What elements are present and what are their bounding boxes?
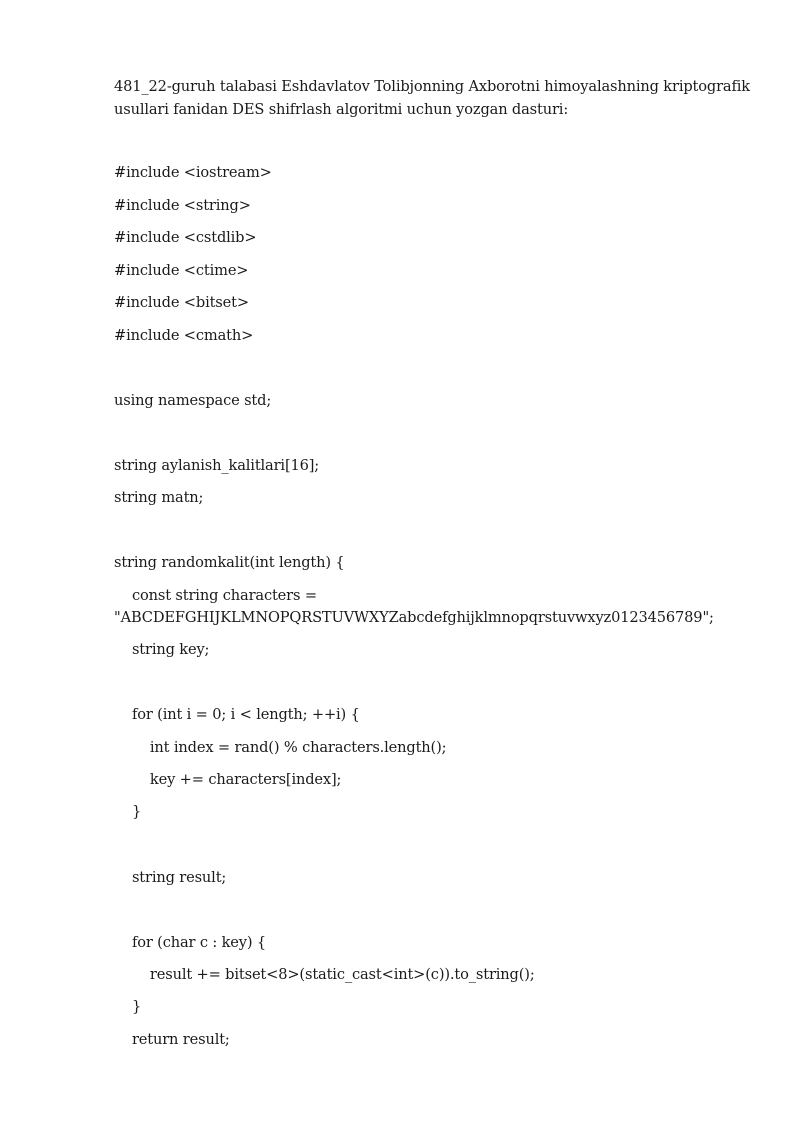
code-line-round-keys-decl: string aylanish_kalitlari[16];: [114, 457, 320, 474]
code-line-index-decl: int index = rand() % characters.length();: [114, 739, 447, 756]
code-line-include-bitset: #include <bitset>: [114, 294, 249, 311]
code-line-for-each-close: }: [114, 998, 142, 1015]
document-intro: 481_22-guruh talabasi Eshdavlatov Tolibjonning Axborotni himoyalashning kriptografik usullari fanidan DES shifrlash algoritmi uchun yozgan dasturi:: [114, 78, 750, 118]
code-line-return: return result;: [114, 1031, 230, 1048]
code-line-result-append: result += bitset<8>(static_cast<int>(c)).to_string();: [114, 966, 535, 983]
code-line-include-string: #include <string>: [114, 197, 251, 214]
code-line-include-iostream: #include <iostream>: [114, 164, 272, 181]
code-line-function-signature: string randomkalit(int length) {: [114, 554, 345, 571]
code-line-for-close: }: [114, 803, 142, 820]
code-line-characters-const: const string characters = "ABCDEFGHIJKLMNOPQRSTUVWXYZabcdefghijklmnopqrstuvwxyz0123456789";: [114, 587, 714, 626]
code-line-text-decl: string matn;: [114, 489, 204, 506]
code-line-include-cmath: #include <cmath>: [114, 327, 254, 344]
code-line-key-decl: string key;: [114, 641, 210, 658]
code-line-for-each: for (char c : key) {: [114, 934, 267, 951]
code-line-include-ctime: #include <ctime>: [114, 262, 249, 279]
code-line-using-namespace: using namespace std;: [114, 392, 272, 409]
code-line-include-cstdlib: #include <cstdlib>: [114, 229, 257, 246]
code-line-for-loop: for (int i = 0; i < length; ++i) {: [114, 706, 360, 723]
code-line-result-decl: string result;: [114, 869, 227, 886]
code-line-key-append: key += characters[index];: [114, 771, 342, 788]
